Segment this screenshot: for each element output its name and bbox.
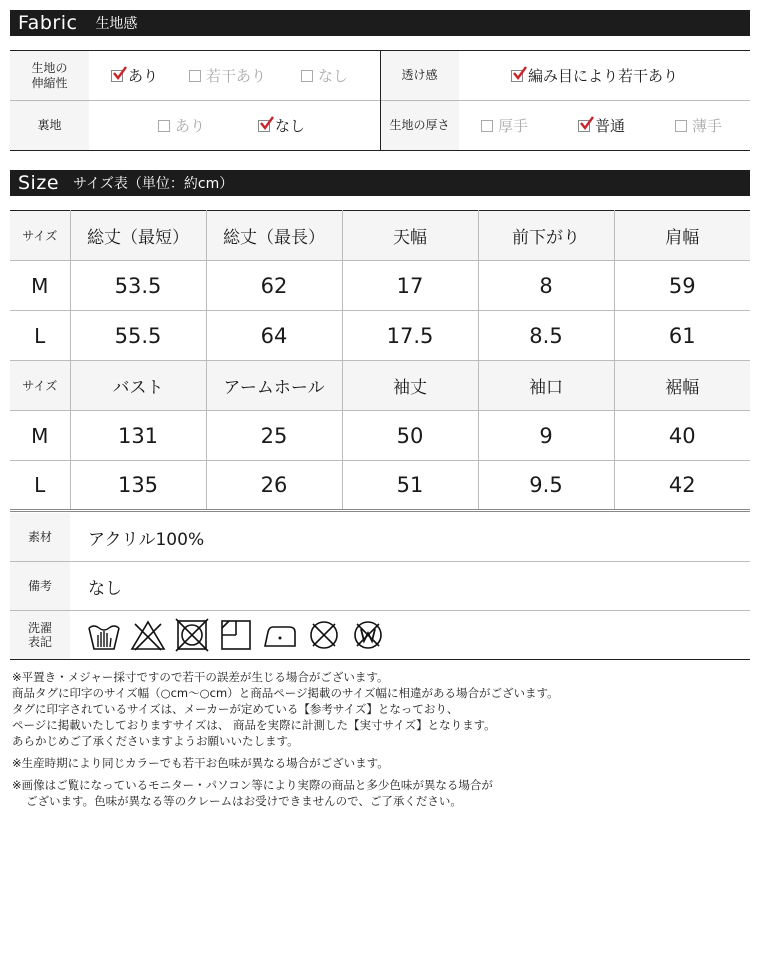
thickness-option-thin[interactable]: [675, 115, 722, 136]
size-subtitle: サイズ表（単位：約cm）: [73, 176, 234, 192]
column-header: バスト: [70, 361, 206, 411]
thickness-option-thick[interactable]: [481, 115, 578, 136]
sheer-option-label: 編み目により若干あり: [528, 67, 679, 85]
stretch-option-yes-label: あり: [128, 67, 159, 85]
table-cell: 61: [614, 311, 750, 361]
disclaimer-line: 商品タグに印字のサイズ幅（○cm～○cm）と商品ページ掲載のサイズ幅に相違がある場合がございます。: [12, 686, 559, 700]
fabric-header-bar: [10, 10, 750, 36]
table-cell: 8: [478, 261, 614, 311]
table-cell: 62: [206, 261, 342, 311]
low-iron-icon: [262, 618, 298, 652]
size-row-header: サイズ: [10, 361, 70, 411]
care-label-l2: 表記: [27, 635, 52, 649]
table-cell: 64: [206, 311, 342, 361]
disclaimer-line: ございます。色味が異なる等のクレームはお受けできませんので、ご了承ください。: [26, 794, 462, 808]
thickness-option-thin-label: 薄手: [692, 117, 723, 135]
table-cell: 53.5: [70, 261, 206, 311]
no-bleach-icon: [130, 618, 166, 652]
lining-option-yes-label: あり: [175, 117, 206, 135]
size-header-bar: [10, 170, 750, 196]
notes-label: 備考: [10, 562, 70, 610]
checkbox-checked-icon: [258, 120, 270, 132]
checkbox-checked-icon: [511, 70, 523, 82]
size-label: M: [10, 411, 70, 461]
stretch-label: [10, 51, 89, 100]
size-label: L: [10, 461, 70, 511]
disclaimer-line: タグに印字されているサイズは、メーカーが定めている【参考サイズ】となっており、: [12, 702, 459, 716]
stretch-option-slight[interactable]: [189, 65, 301, 86]
stretch-option-slight-label: 若干あり: [206, 67, 267, 85]
size-label: M: [10, 261, 70, 311]
column-header: 総丈（最長）: [206, 211, 342, 261]
lining-option-no-label: なし: [275, 117, 306, 135]
lining-option-yes[interactable]: [158, 115, 258, 136]
material-table: [10, 513, 750, 660]
table-cell: 25: [206, 411, 342, 461]
care-label-l1: 洗濯: [27, 621, 52, 635]
table-cell: 9.5: [478, 461, 614, 511]
lining-label: 裏地: [10, 101, 89, 150]
disclaimer-line: あらかじめご了承くださいますようお願いいたします。: [12, 734, 299, 748]
disclaimer-notes: [12, 669, 748, 809]
disclaimer-line: ※平置き・メジャー採寸ですので若干の誤差が生じる場合がございます。: [12, 670, 389, 684]
lining-option-no[interactable]: [258, 115, 305, 136]
checkbox-empty-icon: [481, 120, 493, 132]
lining-options: [89, 101, 380, 150]
notes-row: [10, 562, 750, 611]
size-label: L: [10, 311, 70, 361]
material-label: 素材: [10, 513, 70, 561]
fabric-subtitle: 生地感: [95, 16, 138, 32]
column-header: 前下がり: [478, 211, 614, 261]
care-row: [10, 611, 750, 660]
care-icons: [70, 611, 386, 659]
table-cell: 26: [206, 461, 342, 511]
fabric-title: Fabric: [18, 12, 78, 34]
column-header: 総丈（最短）: [70, 211, 206, 261]
fabric-divider: [380, 51, 381, 150]
column-header: 袖丈: [342, 361, 478, 411]
sheer-options: [459, 51, 750, 100]
size-row-header: サイズ: [10, 211, 70, 261]
sheer-option-slight[interactable]: [511, 65, 678, 86]
column-header: 袖口: [478, 361, 614, 411]
checkbox-empty-icon: [158, 120, 170, 132]
table-cell: 50: [342, 411, 478, 461]
table-cell: 51: [342, 461, 478, 511]
table-cell: 131: [70, 411, 206, 461]
size-header-row: [10, 211, 750, 261]
size-header-row: [10, 361, 750, 411]
column-header: 天幅: [342, 211, 478, 261]
table-cell: 17.5: [342, 311, 478, 361]
thickness-options: [459, 101, 750, 150]
stretch-option-yes[interactable]: [111, 65, 189, 86]
checkbox-empty-icon: [301, 70, 313, 82]
checkbox-empty-icon: [675, 120, 687, 132]
table-row: [10, 461, 750, 511]
checkbox-checked-icon: [111, 70, 123, 82]
line-dry-shade-icon: [218, 618, 254, 652]
stretch-options: [89, 51, 380, 100]
disclaimer-line: ページに掲載いたしておりますサイズは、 商品を実際に計測した【実寸サイズ】となります。: [12, 718, 496, 732]
table-cell: 40: [614, 411, 750, 461]
notes-value: なし: [88, 578, 122, 599]
no-tumble-dry-icon: [174, 618, 210, 652]
table-row: [10, 311, 750, 361]
size-title: Size: [18, 172, 60, 194]
table-cell: 135: [70, 461, 206, 511]
table-cell: 55.5: [70, 311, 206, 361]
material-row: [10, 513, 750, 562]
column-header: アームホール: [206, 361, 342, 411]
thickness-option-normal-label: 普通: [595, 117, 626, 135]
table-row: [10, 261, 750, 311]
disclaimer-line: ※画像はご覧になっているモニター・パソコン等により実際の商品と多少色味が異なる場合が: [12, 778, 493, 792]
table-row: [10, 411, 750, 461]
disclaimer-line: ※生産時期により同じカラーでも若干お色味が異なる場合がございます。: [12, 756, 389, 770]
no-wet-clean-icon: [350, 618, 386, 652]
table-cell: 8.5: [478, 311, 614, 361]
stretch-option-no-label: なし: [318, 67, 349, 85]
hand-wash-30-icon: [86, 618, 122, 652]
stretch-option-no[interactable]: [301, 65, 348, 86]
sheer-label: 透け感: [380, 51, 459, 100]
column-header: 裾幅: [614, 361, 750, 411]
thickness-option-normal[interactable]: [578, 115, 675, 136]
no-dry-clean-icon: [306, 618, 342, 652]
care-label: [10, 611, 70, 659]
checkbox-checked-icon: [578, 120, 590, 132]
table-cell: 17: [342, 261, 478, 311]
table-cell: 42: [668, 473, 696, 497]
stretch-label-l1: 生地の: [31, 60, 68, 75]
material-value: アクリル100%: [88, 529, 205, 550]
size-table: [10, 210, 750, 512]
table-cell: 59: [614, 261, 750, 311]
fabric-table: [10, 50, 750, 151]
table-cell: 9: [478, 411, 614, 461]
thickness-label: 生地の厚さ: [380, 101, 459, 150]
stretch-label-l2: 伸縮性: [31, 75, 68, 90]
checkbox-empty-icon: [189, 70, 201, 82]
column-header: 肩幅: [614, 211, 750, 261]
thickness-option-thick-label: 厚手: [498, 117, 529, 135]
